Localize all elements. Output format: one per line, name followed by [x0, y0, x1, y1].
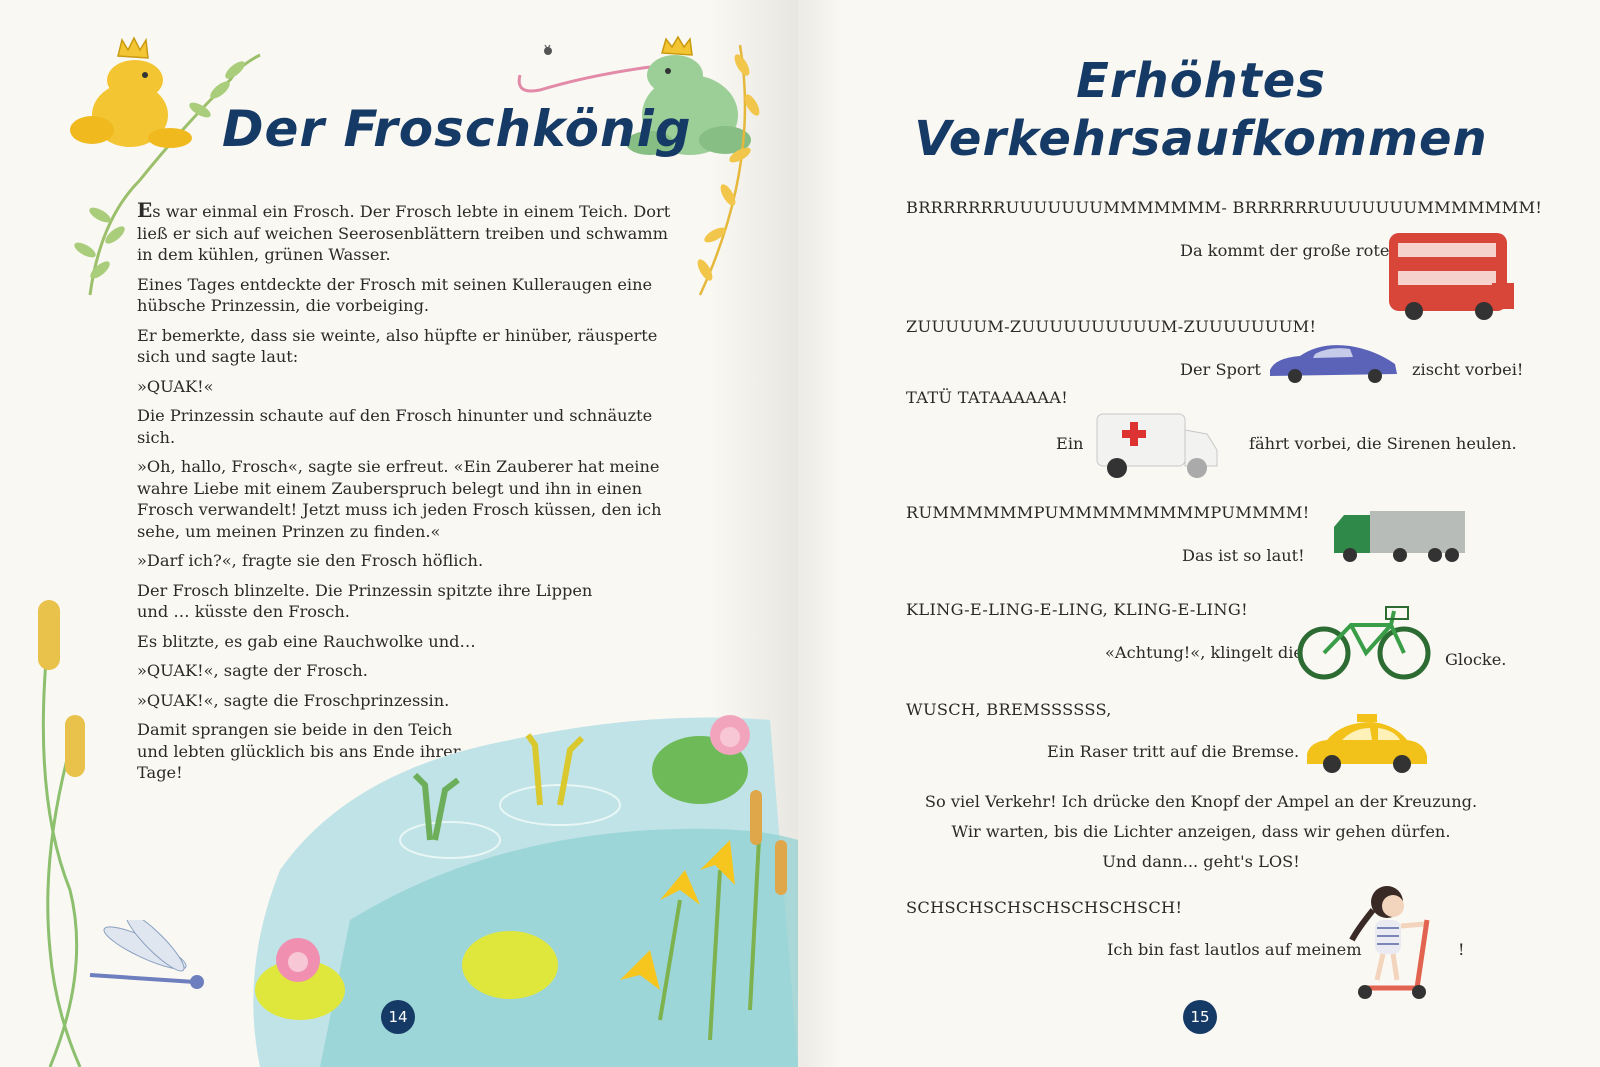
story-paragraph: Es war einmal ein Frosch. Der Frosch lebte in einem Teich. Dort ließ er sich auf weichen Seerosenblättern treiben und schwamm in dem kühlen, grünen Wasser. — [137, 198, 671, 264]
story-paragraph: Eines Tages entdeckte der Frosch mit seinen Kulleraugen eine hübsche Prinzessin, die vorbeiging. — [137, 274, 653, 315]
bus-illustration — [1384, 225, 1524, 323]
line-bus: Da kommt der große rote — [1180, 241, 1390, 260]
sportscar-illustration — [1265, 340, 1403, 384]
line-scooter-b: ! — [1458, 940, 1465, 959]
line-ambulance-b: fährt vorbei, die Sirenen heulen. — [1249, 434, 1517, 453]
dragonfly-illustration — [85, 920, 215, 1010]
line-sportscar-b: zischt vorbei! — [1412, 360, 1524, 379]
scooter-girl-illustration — [1347, 880, 1442, 1010]
bicycle-illustration — [1296, 605, 1436, 685]
story-paragraph: Er bemerkte, dass sie weinte, also hüpfte er hinüber, räusperte sich und sagte laut: — [137, 325, 658, 366]
title-line: Erhöhtes — [1076, 53, 1326, 109]
story-paragraph: Es blitzte, es gab eine Rauchwolke und… — [137, 631, 476, 651]
story-paragraph: »QUAK!«, sagte die Froschprinzessin. — [137, 690, 450, 710]
story-paragraph: »Oh, hallo, Frosch«, sagte sie erfreut. «Ein Zauberer hat meine wahre Liebe mit einem Zauberspruch belegt und ihn in einen Frosch verwandelt! Jetzt muss ich jeden Frosch küssen, den ich sehe, um meinen Prinzen zu finden.« — [137, 457, 662, 541]
sound-sportscar: ZUUUUUM-ZUUUUUUUUUUM-ZUUUUUUUM! — [906, 317, 1317, 336]
title-line: Verkehrsaufkommen — [914, 111, 1488, 167]
line-bike-a: «Achtung!«, klingelt die — [1105, 643, 1303, 662]
line-truck: Das ist so laut! — [1182, 546, 1305, 565]
sound-taxi: WUSCH, BREMSSSSSS, — [906, 700, 1112, 719]
page-number: 15 — [1183, 1000, 1217, 1034]
story-paragraph: Der Frosch blinzelte. Die Prinzessin spitzte ihre Lippen und … küsste den Frosch. — [137, 580, 593, 621]
pond-illustration — [230, 540, 798, 1067]
sound-scooter: SCHSCHSCHSCHSCHSCHSCH! — [906, 898, 1183, 917]
story-paragraph: »QUAK!« — [137, 376, 214, 396]
sound-bus: BRRRRRRRUUUUUUUMMMMMMM- BRRRRRRUUUUUUUMMMMMMM! — [906, 198, 1543, 217]
page-number: 14 — [381, 1000, 415, 1034]
left-page — [0, 0, 798, 1067]
sound-bike: KLING-E-LING-E-LING, KLING-E-LING! — [906, 600, 1248, 619]
line-scooter-a: Ich bin fast lautlos auf meinem — [1107, 940, 1362, 959]
line-sportscar-a: Der Sport — [1180, 360, 1261, 379]
ambulance-illustration — [1092, 408, 1222, 482]
truck-illustration — [1330, 505, 1470, 567]
line-ambulance-a: Ein — [1056, 434, 1084, 453]
sound-truck: RUMMMMMMPUMMMMMMMMMPUMMMM! — [906, 503, 1310, 522]
line-crossing-1: So viel Verkehr! Ich drücke den Knopf der Ampel an der Kreuzung. — [924, 792, 1478, 811]
story-paragraph: Die Prinzessin schaute auf den Frosch hinunter und schnäuzte sich. — [137, 406, 653, 447]
sound-ambulance: TATÜ TATAAAAAA! — [906, 388, 1069, 407]
line-crossing-2: Wir warten, bis die Lichter anzeigen, dass wir gehen dürfen. — [951, 822, 1451, 841]
line-bike-b: Glocke. — [1445, 650, 1507, 669]
story-title: Der Froschkönig — [222, 100, 692, 158]
line-crossing-3: Und dann... geht's LOS! — [1102, 852, 1300, 871]
line-taxi: Ein Raser tritt auf die Bremse. — [1047, 742, 1300, 761]
story-paragraph: Damit sprangen sie beide in den Teich und lebten glücklich bis ans Ende ihrer Tage! — [137, 720, 461, 782]
story-paragraph: »QUAK!«, sagte der Frosch. — [137, 661, 368, 680]
taxi-illustration — [1302, 712, 1432, 774]
story-paragraph: »Darf ich?«, fragte sie den Frosch höflich. — [137, 551, 484, 570]
story-title — [802, 52, 1600, 168]
right-page — [802, 0, 1600, 1067]
